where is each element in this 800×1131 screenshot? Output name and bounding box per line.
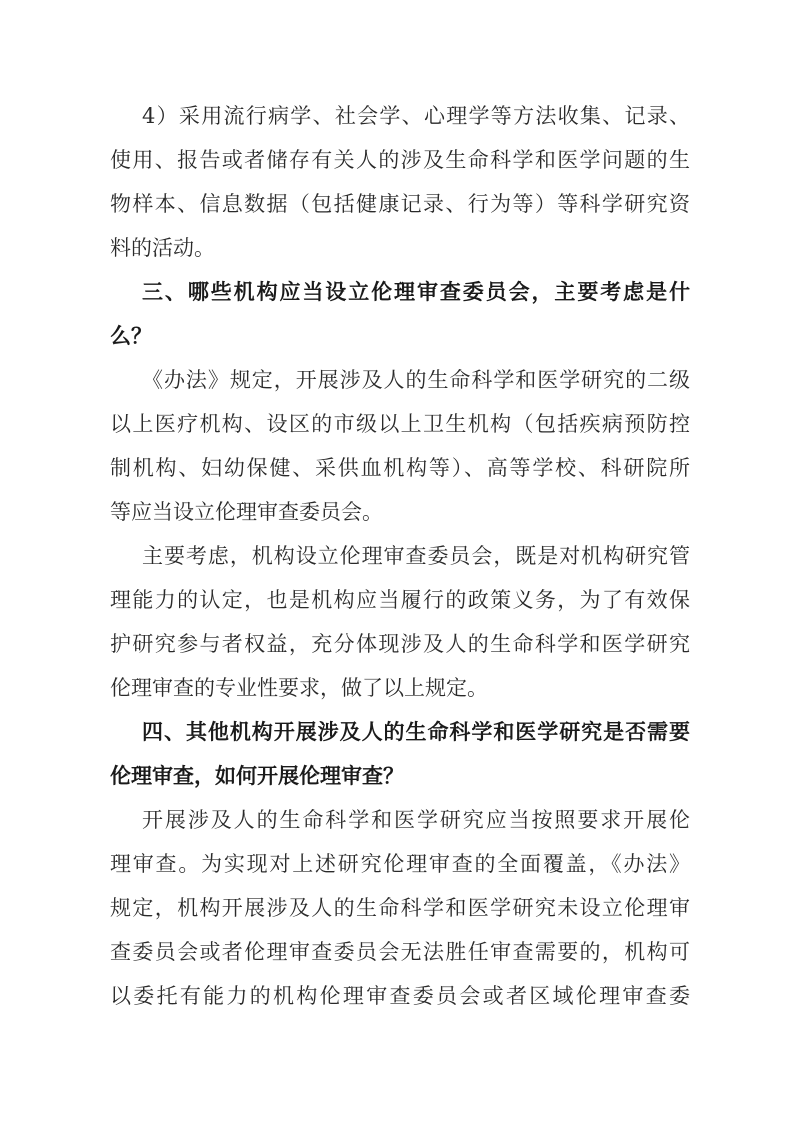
paragraph-4-line-4: 查委员会或者伦理审查委员会无法胜任审查需要的，机构可 — [110, 940, 690, 964]
paragraph-1-line-1: 4）采用流行病学、社会学、心理学等方法收集、记录、 — [142, 104, 690, 128]
paragraph-3-line-2: 理能力的认定，也是机构应当履行的政策义务，为了有效保 — [110, 588, 690, 612]
section-3-heading-line-2: 么？ — [110, 324, 152, 348]
section-4-heading-line-2: 伦理审查，如何开展伦理审查？ — [110, 764, 404, 788]
section-3-heading-line-1: 三、哪些机构应当设立伦理审查委员会，主要考虑是什 — [142, 280, 690, 304]
paragraph-4-line-3: 规定，机构开展涉及人的生命科学和医学研究未设立伦理审 — [110, 896, 690, 920]
paragraph-1-line-4: 料的活动。 — [110, 236, 215, 260]
paragraph-4-line-1: 开展涉及人的生命科学和医学研究应当按照要求开展伦 — [142, 808, 690, 832]
paragraph-2-line-4: 等应当设立伦理审查委员会。 — [110, 500, 383, 524]
paragraph-3-line-1: 主要考虑，机构设立伦理审查委员会，既是对机构研究管 — [142, 544, 690, 568]
paragraph-2-line-3: 制机构、妇幼保健、采供血机构等）、高等学校、科研院所 — [110, 456, 690, 480]
paragraph-1-line-3: 物样本、信息数据（包括健康记录、行为等）等科学研究资 — [110, 192, 690, 216]
paragraph-3-line-3: 护研究参与者权益，充分体现涉及人的生命科学和医学研究 — [110, 632, 690, 656]
paragraph-4-line-5: 以委托有能力的机构伦理审查委员会或者区域伦理审查委 — [110, 984, 690, 1008]
section-4-heading-line-1: 四、其他机构开展涉及人的生命科学和医学研究是否需要 — [142, 720, 690, 744]
paragraph-3-line-4: 伦理审查的专业性要求，做了以上规定。 — [110, 676, 488, 700]
paragraph-2-line-1: 《办法》规定，开展涉及人的生命科学和医学研究的二级 — [142, 368, 690, 392]
paragraph-4-line-2: 理审查。为实现对上述研究伦理审查的全面覆盖，《办法》 — [110, 852, 690, 876]
paragraph-1-line-2: 使用、报告或者储存有关人的涉及生命科学和医学问题的生 — [110, 148, 690, 172]
paragraph-2-line-2: 以上医疗机构、设区的市级以上卫生机构（包括疾病预防控 — [110, 412, 690, 436]
